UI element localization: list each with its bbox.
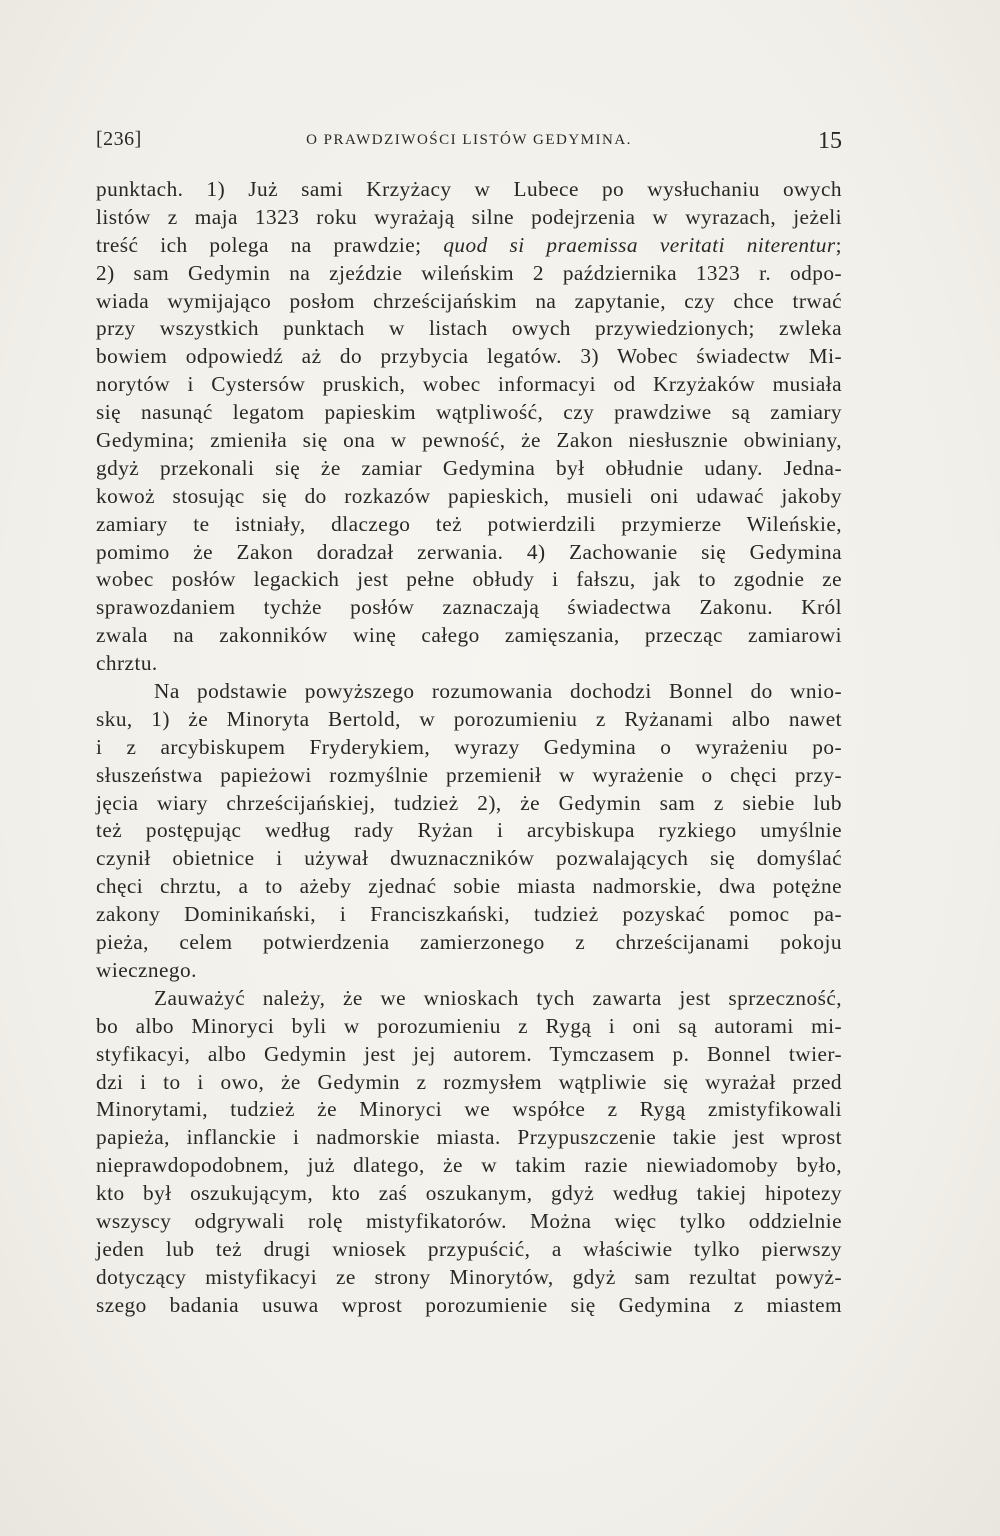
text-line: sprawozdaniem tychże posłów zaznaczają świadectwa Zakonu. Król	[96, 595, 842, 620]
text-line: zwala na zakonników winę całego zamięszania, przecząc zamiarowi	[96, 623, 842, 648]
page-number: 15	[818, 128, 842, 154]
text-line: nieprawdopodobnem, już dlatego, że w takim razie niewiadomoby było,	[96, 1153, 842, 1178]
text-line: wiada wymijająco posłom chrześcijańskim na zapytanie, czy chce trwać	[96, 288, 842, 313]
running-header	[96, 124, 842, 164]
text-line: chrztu.	[96, 651, 158, 676]
text-line: chęci chrztu, a to ażeby zjednać sobie miasta nadmorskie, dwa potężne	[96, 874, 842, 899]
text-line: słuszeństwa papieżowi rozmyślnie przemienił w wyrażenie o chęci przy-	[96, 762, 842, 787]
text-line: jeden lub też drugi wniosek przypuścić, a właściwie tylko pierwszy	[96, 1236, 842, 1261]
text-line: wobec posłów legackich jest pełne obłudy i fałszu, jak to zgodnie ze	[96, 567, 842, 592]
text-line: Gedymina; zmieniła się ona w pewność, że Zakon niesłusznie obwiniany,	[96, 428, 842, 453]
text-line: przy wszystkich punktach w listach owych przywiedzionych; zwleka	[96, 316, 842, 341]
body-text	[96, 176, 842, 1320]
text-line: zamiary te istniały, dlaczego też potwierdzili przymierze Wileńskie,	[96, 511, 842, 536]
text-run: ;	[835, 232, 842, 257]
text-line: Zauważyć należy, że we wnioskach tych zawarta jest sprzeczność,	[154, 985, 842, 1010]
text-line: 2) sam Gedymin na zjeździe wileńskim 2 października 1323 r. odpo-	[96, 260, 842, 285]
text-line: jęcia wiary chrześcijańskiej, tudzież 2), że Gedymin sam z siebie lub	[96, 790, 842, 815]
text-line: i z arcybiskupem Fryderykiem, wyrazy Gedymina o wyrażeniu po-	[96, 734, 842, 759]
text-line: się nasunąć legatom papieskim wątpliwość, czy prawdziwe są zamiary	[96, 400, 842, 425]
text-line: dotyczący mistyfikacyi ze strony Minorytów, gdyż sam rezultat powyż-	[96, 1264, 842, 1289]
text-line: Minorytami, tudzież że Minoryci we współce z Rygą zmistyfikowali	[96, 1097, 842, 1122]
text-line: czynił obietnice i używał dwuznaczników pozwalających się domyślać	[96, 846, 842, 871]
latin-quote: quod si praemissa veritati niterentur	[443, 232, 836, 257]
text-line: norytów i Cystersów pruskich, wobec informacyi od Krzyżaków musiała	[96, 372, 842, 397]
text-line: wszyscy odgrywali rolę mistyfikatorów. Można więc tylko oddzielnie	[96, 1208, 842, 1233]
running-title: O PRAWDZIWOŚCI LISTÓW GEDYMINA.	[306, 132, 632, 148]
text-line: papieża, inflanckie i nadmorskie miasta. Przypuszczenie takie jest wprost	[96, 1125, 842, 1150]
page-reference: [236]	[96, 128, 142, 150]
text-line: sku, 1) że Minoryta Bertold, w porozumieniu z Ryżanami albo nawet	[96, 706, 842, 731]
text-line: kowoż stosując się do rozkazów papieskich, musieli oni udawać jakoby	[96, 483, 842, 508]
text-line: gdyż przekonali się że zamiar Gedymina był obłudnie udany. Jedna-	[96, 455, 842, 480]
text-line: też postępując według rady Ryżan i arcybiskupa ryzkiego umyślnie	[96, 818, 842, 843]
text-line: bowiem odpowiedź aż do przybycia legatów. 3) Wobec świadectw Mi-	[96, 344, 842, 369]
text-line: kto był oszukującym, kto zaś oszukanym, gdyż według takiej hipotezy	[96, 1181, 842, 1206]
text-line: punktach. 1) Już sami Krzyżacy w Lubece po wysłuchaniu owych	[96, 177, 842, 201]
text-line: zakony Dominikański, i Franciszkański, tudzież pozyskać pomoc pa-	[96, 902, 842, 927]
text-line: bo albo Minoryci byli w porozumieniu z Rygą i oni są autorami mi-	[96, 1013, 842, 1038]
text-line: wiecznego.	[96, 957, 197, 982]
text-line: pomimo że Zakon doradzał zerwania. 4) Zachowanie się Gedymina	[96, 539, 842, 564]
text-run: treść ich polega na prawdzie;	[96, 232, 444, 257]
text-line: Na podstawie powyższego rozumowania dochodzi Bonnel do wnio-	[154, 679, 842, 704]
text-line	[96, 232, 842, 260]
text-line: listów z maja 1323 roku wyrażają silne podejrzenia w wyrazach, jeżeli	[96, 204, 842, 229]
text-line: dzi i to i owo, że Gedymin z rozmysłem wątpliwie się wyrażał przed	[96, 1069, 842, 1094]
text-line: styfikacyi, albo Gedymin jest jej autorem. Tymczasem p. Bonnel twier-	[96, 1041, 842, 1066]
text-line: pieża, celem potwierdzenia zamierzonego z chrześcijanami pokoju	[96, 930, 842, 955]
text-line: szego badania usuwa wprost porozumienie się Gedymina z miastem	[96, 1292, 842, 1317]
